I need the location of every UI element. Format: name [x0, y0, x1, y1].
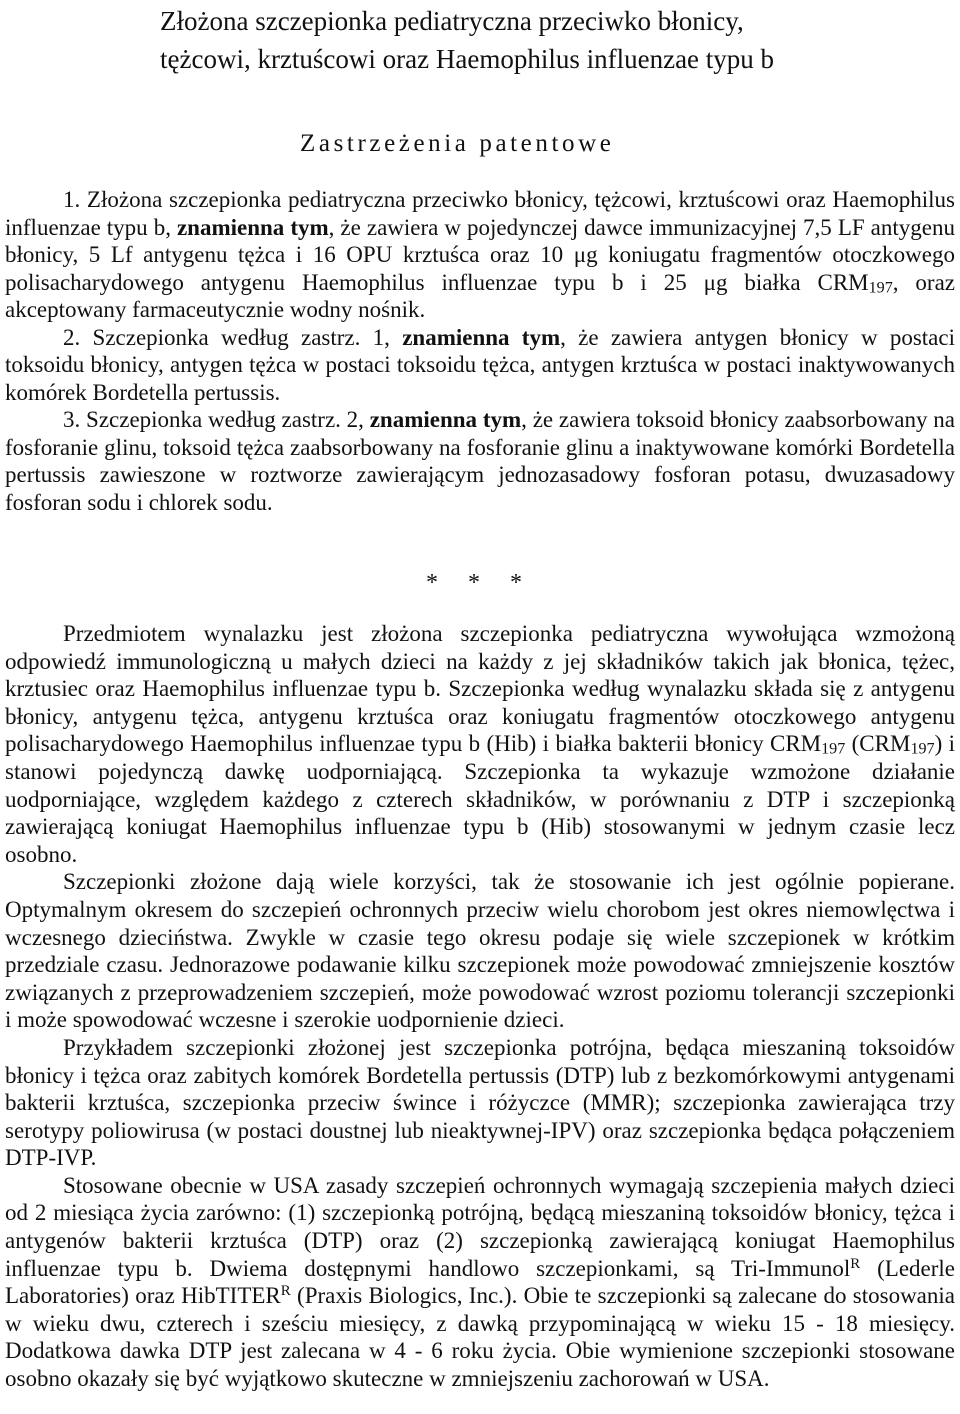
document-title: [160, 2, 940, 78]
description-paragraph-3: Przykładem szczepionki złożonej jest szczepionka potrójna, będąca mieszaniną toksoidów błonicy i tężca oraz zabitych komórek Bordetella pertussis (DTP) lub z bezkomórkowymi antygenami bakterii krztuśca, szczepionka przeciw śwince i różyczce (MMR); szczepionka zawierająca trzy serotypy poliowirusa (w postaci doustnej lub nieaktywnej-IPV) oraz szczepionka będąca połączeniem DTP-IVP.: [5, 1034, 955, 1171]
claim-1-text-c: , oraz akceptowany farmaceutycznie wodny nośnik.: [5, 269, 955, 322]
claim-2-keyword: znamienna tym: [402, 324, 561, 350]
claim-1-keyword: znamienna tym: [176, 214, 329, 240]
title-line-1: Złożona szczepionka pediatryczna przeciwko błonicy,: [160, 6, 744, 36]
claim-3-keyword: znamienna tym: [369, 407, 522, 432]
p4-text-a: Stosowane obecnie w USA zasady szczepień ochronnych wymagają szczepienia małych dzieci od 2 miesiąca życia zarówno: (1) szczepionką potrójną, będącą mieszaniną toksoidów błonicy, tężca i antygenów bakterii krztuśca (DTP) oraz (2) szczepionką zawierającą koniugat Haemophilus influenzae typu b. Dwiema dostępnymi handlowo szczepionkami, są Tri-Immunol: [5, 1172, 955, 1281]
claim-1-text-b: , że zawiera w pojedynczej dawce immunizacyjnej 7,5 LF antygenu błonicy, 5 Lf antygenu tężca i 16 OPU krztuśca oraz 10 μg koniugatu fragmentów otoczkowego polisacharydowego antygenu Haemophilus influenzae typu b i 25 μg białka CRM: [5, 214, 955, 295]
claim-2: [5, 324, 955, 407]
claims-heading: Zastrzeżenia patentowe: [300, 130, 615, 157]
claim-1: [5, 186, 955, 324]
claim-3: [5, 406, 955, 516]
description-section: [5, 620, 955, 1393]
title-line-2: tężcowi, krztuścowi oraz Haemophilus influenzae typu b: [160, 44, 775, 74]
p4-superscript-2: R: [280, 1283, 291, 1300]
claims-section: [5, 186, 955, 516]
description-paragraph-1: [5, 620, 955, 868]
p1-text-b: (CRM: [845, 731, 911, 757]
claim-1-subscript: 197: [868, 278, 893, 296]
p4-superscript-1: R: [850, 1255, 861, 1272]
claim-3-text-a: 3. Szczepionka według zastrz. 2,: [63, 407, 370, 432]
claim-1-text-a: 1. Złożona szczepionka pediatryczna przeciwko błonicy, tężcowi, krztuścowi oraz Haemophilus influenzae typu b,: [5, 187, 955, 240]
claim-2-text-b: , że zawiera antygen błonicy w postaci toksoidu błonicy, antygen tężca w postaci toksoidu tężca, antygen krztuśca w postaci inaktywowanych komórek Bordetella pertussis.: [5, 324, 955, 405]
p1-text-a: Przedmiotem wynalazku jest złożona szczepionka pediatryczna wywołująca wzmożoną odpowiedź immunologiczną u małych dzieci na każdy z jej składników takich jak błonica, tężec, krztusiec oraz Haemophilus influenzae typu b. Szczepionka według wynalazku składa się z antygenu błonicy, antygenu tężca, antygenu krztuśca oraz koniugatu fragmentów otoczkowego antygenu polisacharydowego Haemophilus influenzae typu b (Hib) i białka bakterii błonicy CRM: [5, 621, 955, 757]
p4-text-c: (Praxis Biologics, Inc.). Obie te szczepionki są zalecane do stosowania w wieku dwu, czterech i sześciu miesięcy, z dawką przypominającą w wieku 15 - 18 miesięcy. Dodatkowa dawka DTP jest zalecana w 4 - 6 roku życia. Obie wymienione szczepionki stosowane osobno okazały się być wyjątkowo skuteczne w zmniejszeniu zachorowań w USA.: [5, 1283, 955, 1392]
description-paragraph-4: [5, 1172, 955, 1393]
p1-subscript-2: 197: [910, 740, 935, 758]
p1-subscript-1: 197: [821, 740, 846, 758]
p4-text-b: (Lederle Laboratories) oraz HibTITER: [5, 1255, 955, 1309]
claim-2-text-a: 2. Szczepionka według zastrz. 1,: [63, 324, 403, 350]
section-separator: * * *: [426, 570, 534, 596]
claim-3-text-b: , że zawiera toksoid błonicy zaabsorbowany na fosforanie glinu, toksoid tężca zaabsorbowany na fosforanie glinu a inaktywowane komórki Bordetella pertussis zawieszone w roztworze zawierającym jednozasadowy fosforan potasu, dwuzasadowy fosforan sodu i chlorek sodu.: [5, 407, 955, 515]
description-paragraph-2: Szczepionki złożone dają wiele korzyści, tak że stosowanie ich jest ogólnie popierane. Optymalnym okresem do szczepień ochronnych przeciw wielu chorobom jest okres niemowlęctwa i wczesnego dzieciństwa. Zwykle w czasie tego okresu podaje się wiele szczepionek w krótkim przedziale czasu. Jednorazowe podawanie kilku szczepionek może powodować zmniejszenie kosztów związanych z przeprowadzeniem szczepień, może powodować wzrost poziomu tolerancji szczepionki i może spowodować wczesne i szerokie uodpornienie dzieci.: [5, 869, 955, 1033]
p1-text-c: ) i stanowi pojedynczą dawkę uodporniającą. Szczepionka ta wykazuje wzmożone działanie uodporniające, względem każdego z czterech składników, w porównaniu z DTP i szczepionką zawierającą koniugat Haemophilus influenzae typu b (Hib) stosowanymi w jednym czasie lecz osobno.: [5, 731, 955, 867]
